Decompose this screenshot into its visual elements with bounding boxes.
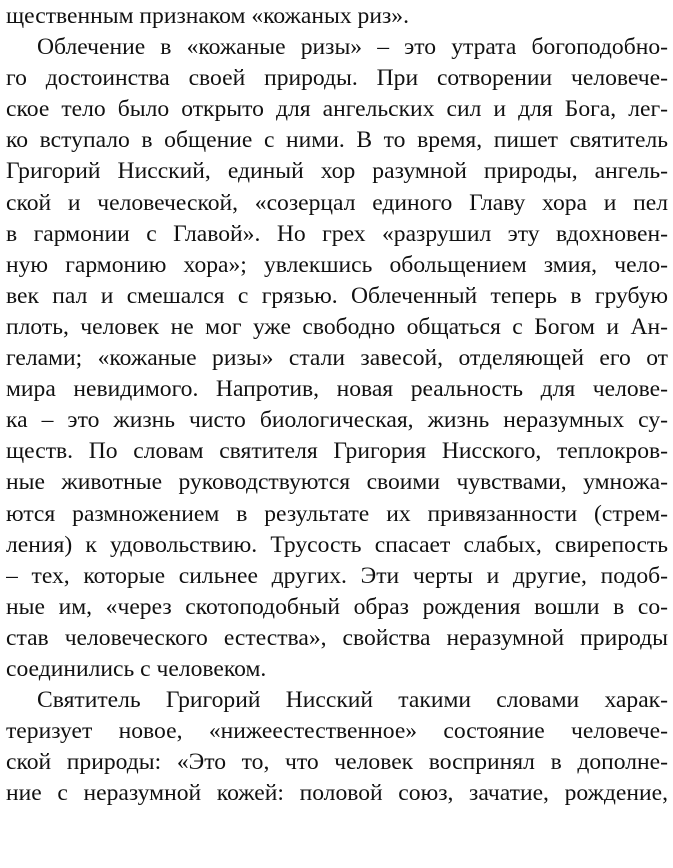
- text-line: Святитель Григорий Нисский такими словами харак-: [37, 687, 668, 714]
- text-line: ную гармонию хора»; увлекшись обольщением змия, чело-: [6, 251, 668, 278]
- text-line: ко вступало в общение с ними. В то время, пишет святитель: [6, 127, 668, 154]
- text-line: в гармонии с Главой». Но грех «разрушил эту вдохновен-: [6, 220, 668, 247]
- text-line: ления) к удовольствию. Трусость спасает слабых, свирепость: [6, 531, 668, 558]
- text-line: Облечение в «кожаные ризы» – это утрата богоподобно-: [37, 34, 668, 61]
- text-line: ской и человеческой, «созерцал единого Главу хора и пел: [6, 189, 668, 216]
- text-line: – тех, которые сильнее других. Эти черты и другие, подоб-: [6, 562, 668, 589]
- text-line: ются размножением в результате их привязанности (стрем-: [6, 500, 668, 527]
- text-line: ка – это жизнь чисто биологическая, жизнь неразумных су-: [6, 407, 668, 434]
- text-line: го достоинства своей природы. При сотворении человече-: [6, 65, 668, 92]
- text-line: теризует новое, «нижеестественное» состояние человече-: [6, 718, 668, 745]
- text-line: ское тело было открыто для ангельских сил и для Бога, лег-: [6, 96, 668, 123]
- text-line: век пал и смешался с грязью. Облеченный теперь в грубую: [6, 282, 668, 309]
- text-line: Григорий Нисский, единый хор разумной природы, ангель-: [6, 158, 668, 185]
- text-line: ской природы: «Это то, что человек воспринял в дополне-: [6, 749, 668, 776]
- text-line: ные животные руководствуются своими чувствами, умножа-: [6, 469, 668, 496]
- text-line: ществ. По словам святителя Григория Нисского, теплокров-: [6, 438, 668, 465]
- text-line: щественным признаком «кожаных риз».: [6, 3, 409, 29]
- text-line: ные им, «через скотоподобный образ рождения вошли в со-: [6, 593, 668, 620]
- text-line: плоть, человек не мог уже свободно общаться с Богом и Ан-: [6, 313, 668, 340]
- text-line: мира невидимого. Напротив, новая реальность для челове-: [6, 376, 668, 403]
- text-line: ние с неразумной кожей: половой союз, зачатие, рождение,: [6, 780, 668, 807]
- text-line: став человеческого естества», свойства неразумной природы: [6, 624, 668, 651]
- text-line: гелами; «кожаные ризы» стали завесой, отделяющей его от: [6, 345, 668, 372]
- text-line: соединились с человеком.: [6, 655, 267, 682]
- document-page: [6, 1, 668, 809]
